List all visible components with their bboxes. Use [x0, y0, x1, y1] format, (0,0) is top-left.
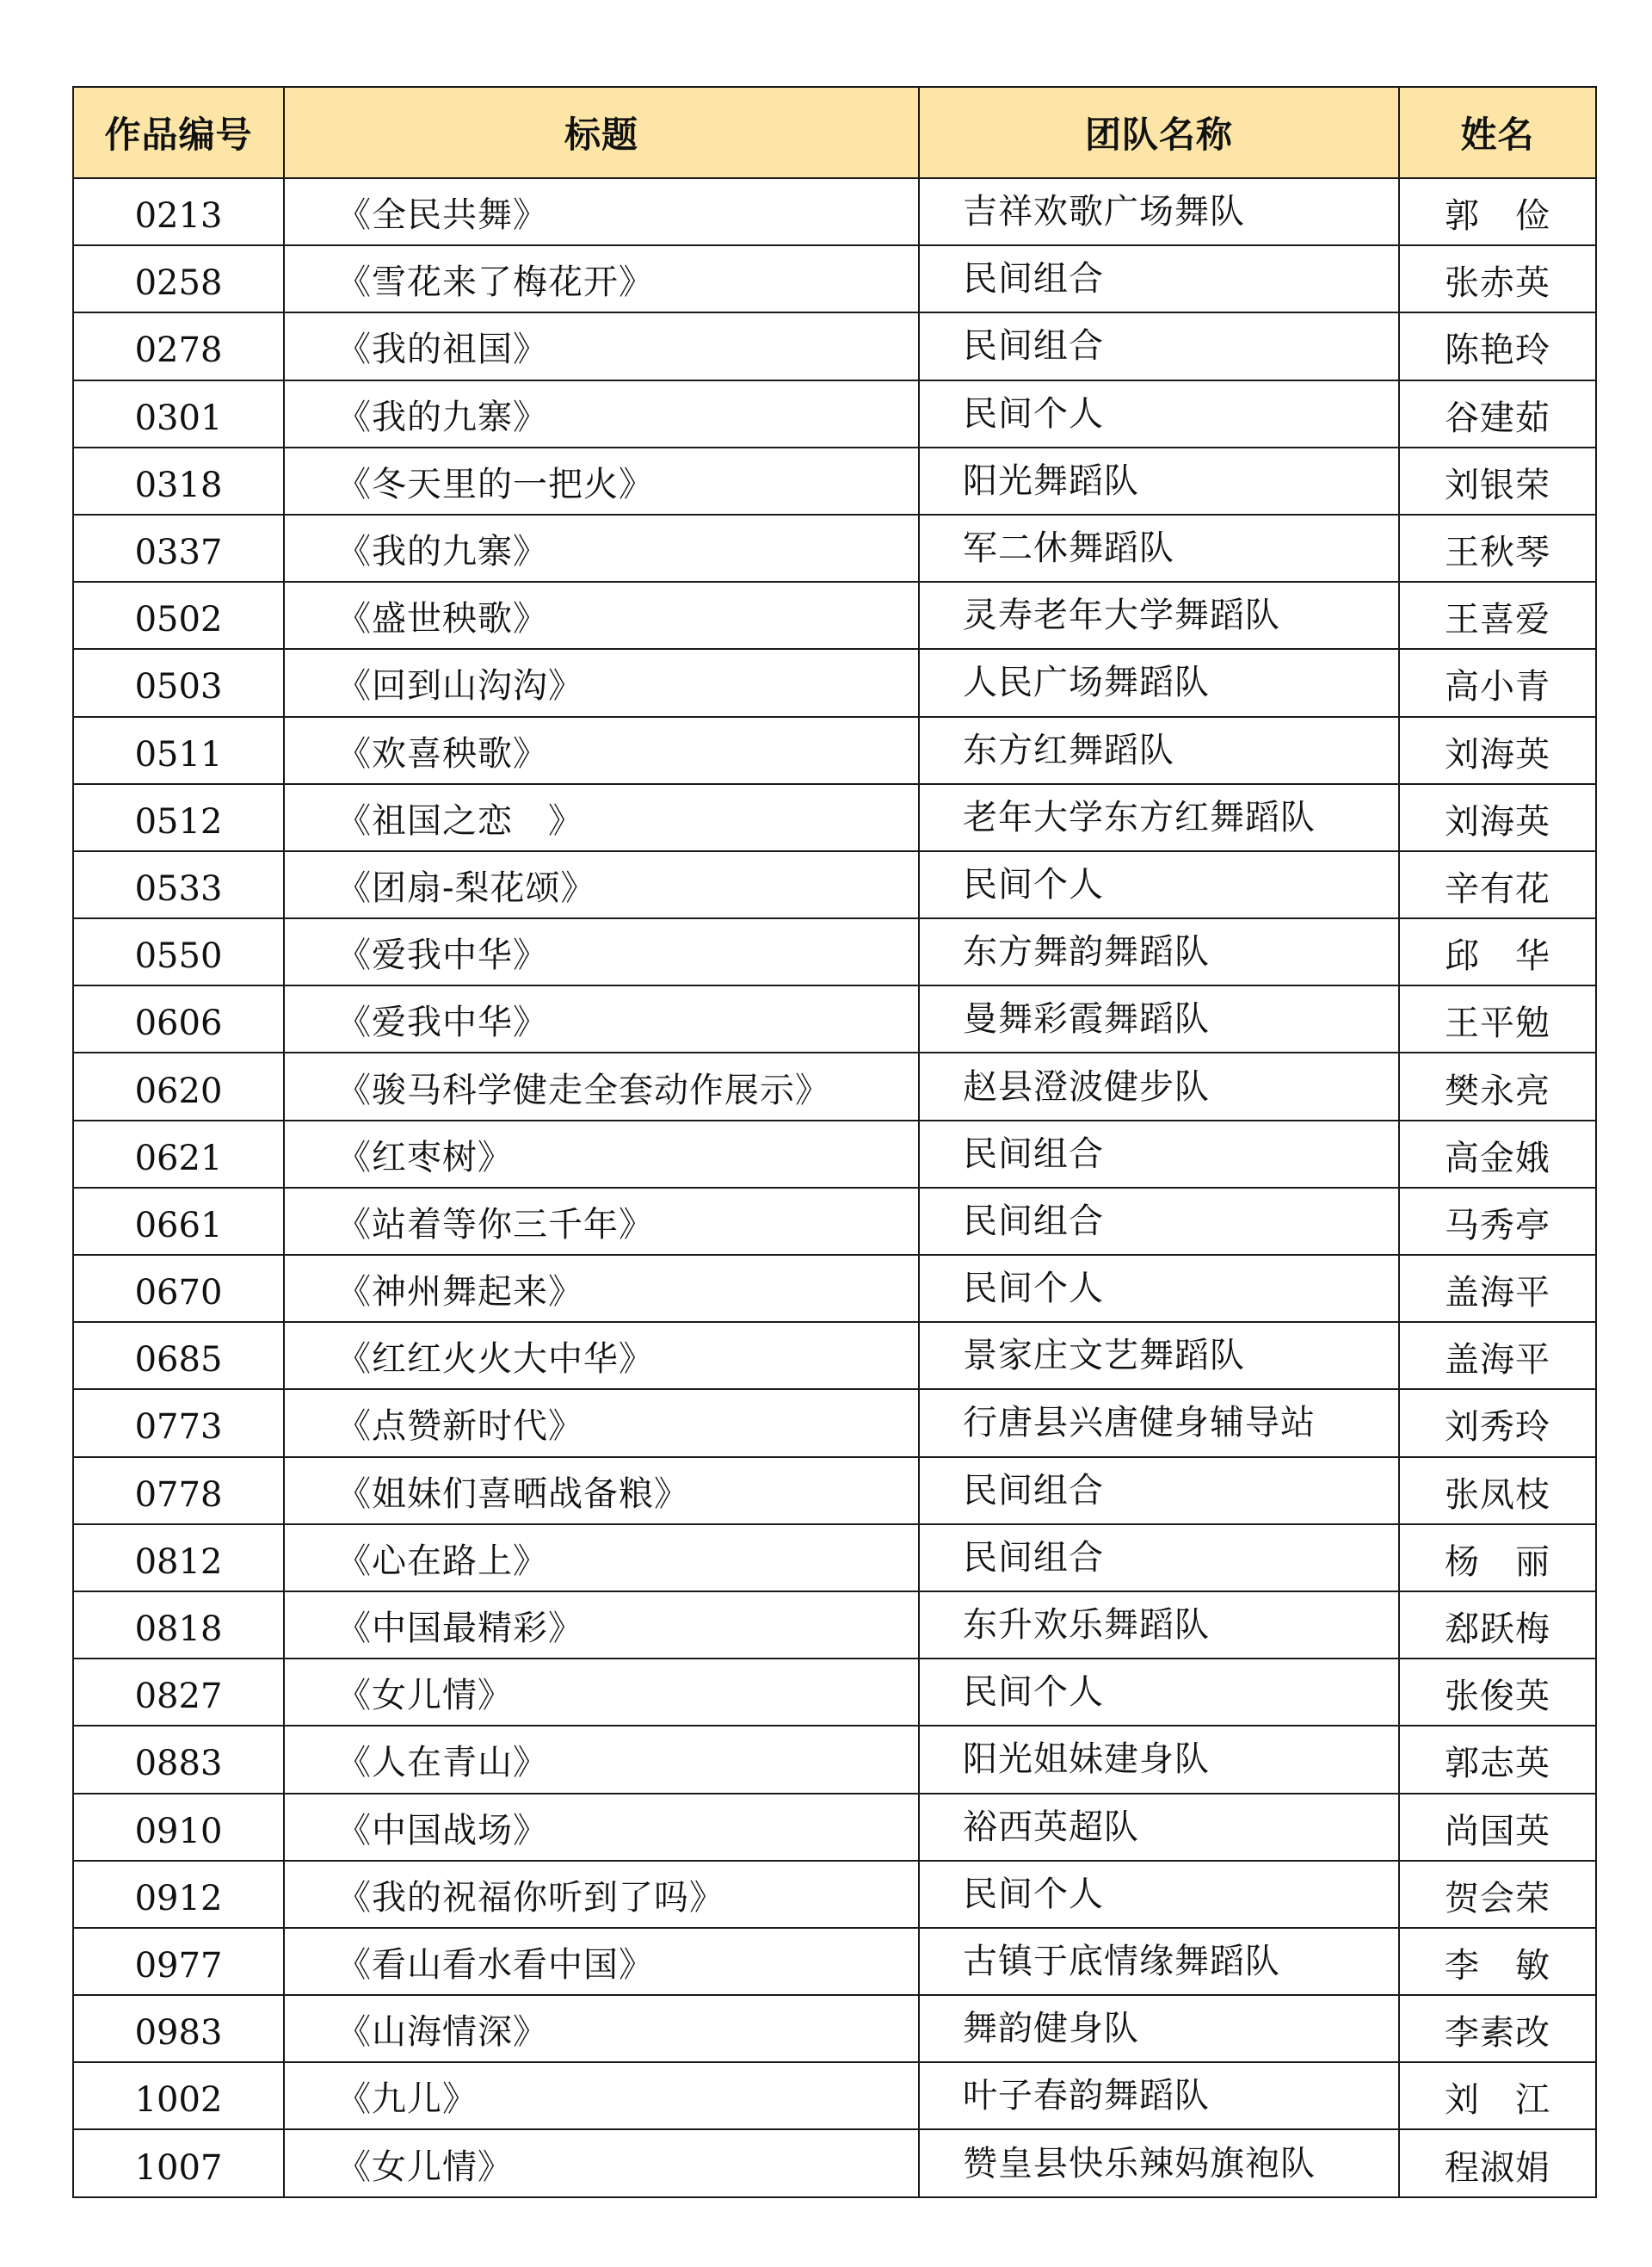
table-row: [73, 2129, 1596, 2196]
person-name-cell: 辛有花: [1399, 851, 1596, 918]
table-row: [73, 851, 1596, 918]
team-name-cell: 赵县澄波健步队: [919, 1053, 1399, 1120]
table-row: [73, 1457, 1596, 1524]
work-id-cell: 0533: [73, 851, 284, 918]
person-name-cell: 王秋琴: [1399, 515, 1596, 582]
table-row: [73, 784, 1596, 851]
table-row: [73, 2062, 1596, 2129]
title-cell: 《我的九寨》: [284, 380, 919, 448]
title-cell: 《人在青山》: [284, 1726, 919, 1793]
work-id-cell: 0301: [73, 380, 284, 448]
table-row: [73, 245, 1596, 312]
title-cell: 《全民共舞》: [284, 178, 919, 245]
work-id-cell: 0278: [73, 312, 284, 380]
title-cell: 《站着等你三千年》: [284, 1188, 919, 1255]
title-cell: 《我的祖国》: [284, 312, 919, 380]
work-id-cell: 0685: [73, 1322, 284, 1389]
title-cell: 《雪花来了梅花开》: [284, 245, 919, 312]
team-name-cell: 民间个人: [919, 1659, 1399, 1726]
header-team-name: 团队名称: [919, 87, 1399, 178]
person-name-cell: 谷建茹: [1399, 380, 1596, 448]
team-name-cell: 民间组合: [919, 1524, 1399, 1591]
team-name-cell: 民间组合: [919, 245, 1399, 312]
person-name-cell: 张凤枝: [1399, 1457, 1596, 1524]
header-row: [73, 87, 1596, 178]
work-id-cell: 0661: [73, 1188, 284, 1255]
person-name-cell: 李 敏: [1399, 1928, 1596, 1995]
work-id-cell: 1007: [73, 2129, 284, 2196]
table-header: [73, 87, 1596, 178]
team-name-cell: 老年大学东方红舞蹈队: [919, 784, 1399, 851]
person-name-cell: 杨 丽: [1399, 1524, 1596, 1591]
table-row: [73, 1121, 1596, 1188]
person-name-cell: 郭 俭: [1399, 178, 1596, 245]
work-id-cell: 0912: [73, 1861, 284, 1928]
work-id-cell: 0512: [73, 784, 284, 851]
table-row: [73, 1322, 1596, 1389]
title-cell: 《欢喜秧歌》: [284, 717, 919, 784]
title-cell: 《红枣树》: [284, 1121, 919, 1188]
work-id-cell: 0337: [73, 515, 284, 582]
person-name-cell: 李素改: [1399, 1995, 1596, 2062]
title-cell: 《我的祝福你听到了吗》: [284, 1861, 919, 1928]
table-row: [73, 1389, 1596, 1456]
title-cell: 《看山看水看中国》: [284, 1928, 919, 1995]
person-name-cell: 张俊英: [1399, 1659, 1596, 1726]
table-row: [73, 1726, 1596, 1793]
work-id-cell: 0812: [73, 1524, 284, 1591]
title-cell: 《女儿情》: [284, 1659, 919, 1726]
title-cell: 《点赞新时代》: [284, 1389, 919, 1456]
person-name-cell: 刘海英: [1399, 784, 1596, 851]
table-row: [73, 1053, 1596, 1120]
team-name-cell: 军二休舞蹈队: [919, 515, 1399, 582]
work-id-cell: 0773: [73, 1389, 284, 1456]
title-cell: 《神州舞起来》: [284, 1255, 919, 1322]
team-name-cell: 灵寿老年大学舞蹈队: [919, 582, 1399, 649]
header-title: 标题: [284, 87, 919, 178]
person-name-cell: 程淑娟: [1399, 2129, 1596, 2196]
table-row: [73, 649, 1596, 716]
table-row: [73, 1188, 1596, 1255]
work-id-cell: 0910: [73, 1794, 284, 1861]
title-cell: 《红红火火大中华》: [284, 1322, 919, 1389]
work-id-cell: 0503: [73, 649, 284, 716]
person-name-cell: 邱 华: [1399, 918, 1596, 985]
person-name-cell: 高金娥: [1399, 1121, 1596, 1188]
person-name-cell: 王喜爱: [1399, 582, 1596, 649]
team-name-cell: 民间组合: [919, 1121, 1399, 1188]
team-name-cell: 民间个人: [919, 851, 1399, 918]
title-cell: 《山海情深》: [284, 1995, 919, 2062]
team-name-cell: 景家庄文艺舞蹈队: [919, 1322, 1399, 1389]
work-id-cell: 0606: [73, 985, 284, 1053]
title-cell: 《回到山沟沟》: [284, 649, 919, 716]
team-name-cell: 人民广场舞蹈队: [919, 649, 1399, 716]
work-id-cell: 0502: [73, 582, 284, 649]
team-name-cell: 赞皇县快乐辣妈旗袍队: [919, 2129, 1399, 2196]
person-name-cell: 郄跃梅: [1399, 1591, 1596, 1659]
person-name-cell: 马秀亭: [1399, 1188, 1596, 1255]
team-name-cell: 行唐县兴唐健身辅导站: [919, 1389, 1399, 1456]
title-cell: 《爱我中华》: [284, 985, 919, 1053]
person-name-cell: 刘 江: [1399, 2062, 1596, 2129]
table-row: [73, 985, 1596, 1053]
title-cell: 《盛世秧歌》: [284, 582, 919, 649]
team-name-cell: 东方红舞蹈队: [919, 717, 1399, 784]
team-name-cell: 民间组合: [919, 312, 1399, 380]
table-row: [73, 178, 1596, 245]
table-row: [73, 717, 1596, 784]
table-row: [73, 582, 1596, 649]
title-cell: 《我的九寨》: [284, 515, 919, 582]
table-row: [73, 1255, 1596, 1322]
table-row: [73, 1524, 1596, 1591]
title-cell: 《中国战场》: [284, 1794, 919, 1861]
table-row: [73, 1928, 1596, 1995]
title-cell: 《心在路上》: [284, 1524, 919, 1591]
table-row: [73, 918, 1596, 985]
table-row: [73, 1995, 1596, 2062]
work-id-cell: 0318: [73, 448, 284, 515]
work-id-cell: 0213: [73, 178, 284, 245]
table-row: [73, 380, 1596, 448]
work-id-cell: 0620: [73, 1053, 284, 1120]
person-name-cell: 盖海平: [1399, 1255, 1596, 1322]
title-cell: 《九儿》: [284, 2062, 919, 2129]
team-name-cell: 民间组合: [919, 1457, 1399, 1524]
person-name-cell: 刘秀玲: [1399, 1389, 1596, 1456]
team-name-cell: 民间个人: [919, 1255, 1399, 1322]
person-name-cell: 刘银荣: [1399, 448, 1596, 515]
team-name-cell: 东方舞韵舞蹈队: [919, 918, 1399, 985]
works-table: [72, 86, 1597, 2198]
team-name-cell: 阳光舞蹈队: [919, 448, 1399, 515]
work-id-cell: 0550: [73, 918, 284, 985]
team-name-cell: 舞韵健身队: [919, 1995, 1399, 2062]
work-id-cell: 0883: [73, 1726, 284, 1793]
person-name-cell: 高小青: [1399, 649, 1596, 716]
team-name-cell: 民间个人: [919, 1861, 1399, 1928]
work-id-cell: 0983: [73, 1995, 284, 2062]
team-name-cell: 阳光姐妹建身队: [919, 1726, 1399, 1793]
work-id-cell: 0670: [73, 1255, 284, 1322]
table-row: [73, 448, 1596, 515]
title-cell: 《骏马科学健走全套动作展示》: [284, 1053, 919, 1120]
work-id-cell: 0827: [73, 1659, 284, 1726]
team-name-cell: 叶子春韵舞蹈队: [919, 2062, 1399, 2129]
title-cell: 《团扇-梨花颂》: [284, 851, 919, 918]
title-cell: 《冬天里的一把火》: [284, 448, 919, 515]
title-cell: 《姐妹们喜晒战备粮》: [284, 1457, 919, 1524]
person-name-cell: 盖海平: [1399, 1322, 1596, 1389]
person-name-cell: 张赤英: [1399, 245, 1596, 312]
table-row: [73, 1794, 1596, 1861]
team-name-cell: 曼舞彩霞舞蹈队: [919, 985, 1399, 1053]
table-row: [73, 515, 1596, 582]
table-row: [73, 1591, 1596, 1659]
person-name-cell: 樊永亮: [1399, 1053, 1596, 1120]
work-id-cell: 1002: [73, 2062, 284, 2129]
work-id-cell: 0778: [73, 1457, 284, 1524]
team-name-cell: 裕西英超队: [919, 1794, 1399, 1861]
person-name-cell: 贺会荣: [1399, 1861, 1596, 1928]
person-name-cell: 尚国英: [1399, 1794, 1596, 1861]
header-person-name: 姓名: [1399, 87, 1596, 178]
title-cell: 《祖国之恋 》: [284, 784, 919, 851]
person-name-cell: 刘海英: [1399, 717, 1596, 784]
team-name-cell: 东升欢乐舞蹈队: [919, 1591, 1399, 1659]
team-name-cell: 民间组合: [919, 1188, 1399, 1255]
team-name-cell: 古镇于底情缘舞蹈队: [919, 1928, 1399, 1995]
title-cell: 《中国最精彩》: [284, 1591, 919, 1659]
work-id-cell: 0818: [73, 1591, 284, 1659]
table-row: [73, 1659, 1596, 1726]
title-cell: 《爱我中华》: [284, 918, 919, 985]
person-name-cell: 王平勉: [1399, 985, 1596, 1053]
team-name-cell: 吉祥欢歌广场舞队: [919, 178, 1399, 245]
work-id-cell: 0977: [73, 1928, 284, 1995]
work-id-cell: 0258: [73, 245, 284, 312]
work-id-cell: 0621: [73, 1121, 284, 1188]
table-row: [73, 312, 1596, 380]
person-name-cell: 陈艳玲: [1399, 312, 1596, 380]
work-id-cell: 0511: [73, 717, 284, 784]
table-row: [73, 1861, 1596, 1928]
table-body: [73, 178, 1596, 2197]
title-cell: 《女儿情》: [284, 2129, 919, 2196]
header-work-id: 作品编号: [73, 87, 284, 178]
person-name-cell: 郭志英: [1399, 1726, 1596, 1793]
team-name-cell: 民间个人: [919, 380, 1399, 448]
